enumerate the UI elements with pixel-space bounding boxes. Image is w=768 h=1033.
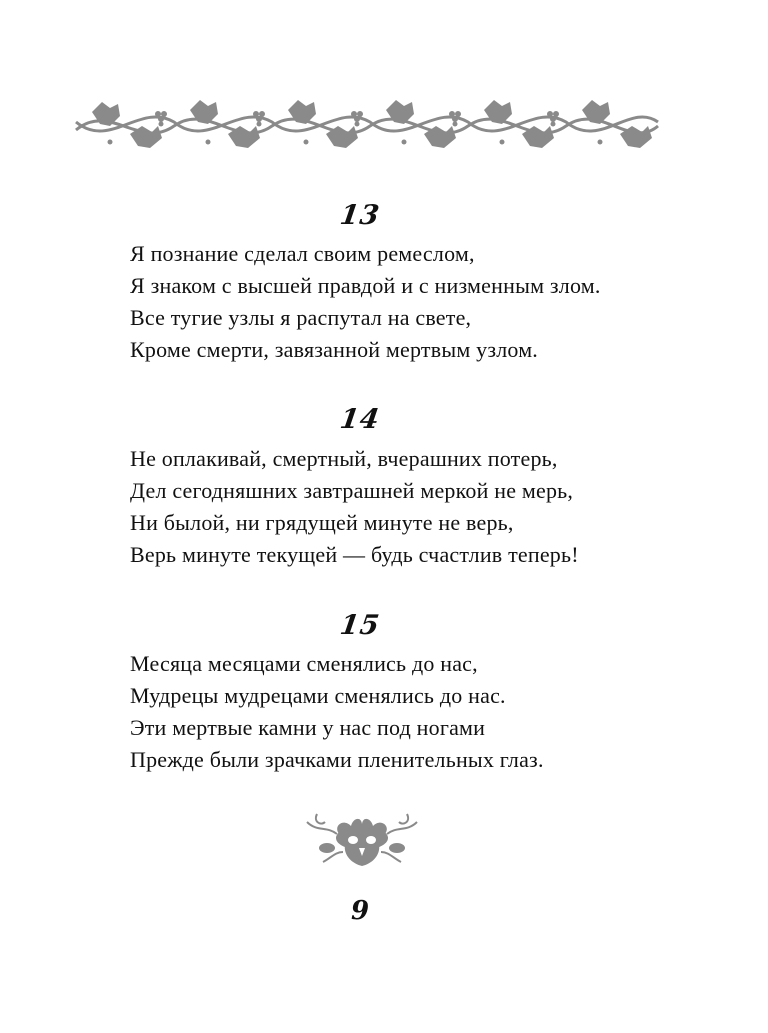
stanza bbox=[130, 443, 710, 571]
verse-line: Не оплакивай, смертный, вчерашних потерь, bbox=[130, 446, 558, 471]
verse-line: Эти мертвые камни у нас под ногами bbox=[130, 715, 486, 740]
verse-line: Прежде были зрачками пленительных глаз. bbox=[130, 747, 544, 772]
floral-flourish-icon bbox=[303, 808, 421, 874]
stanza bbox=[130, 648, 710, 776]
stanza bbox=[130, 238, 710, 366]
poem-number: 13 bbox=[338, 200, 382, 231]
verse-line: Все тугие узлы я распутал на свете, bbox=[130, 305, 472, 330]
poem-number: 15 bbox=[338, 610, 382, 641]
verse-line: Я познание сделал своим ремеслом, bbox=[130, 241, 475, 266]
poem-number: 14 bbox=[338, 404, 382, 435]
verse-line: Дел сегодняшних завтрашней меркой не мерь, bbox=[130, 478, 574, 503]
grapevine-border-icon bbox=[70, 92, 662, 156]
verse-line: Я знаком с высшей правдой и с низменным злом. bbox=[130, 273, 601, 298]
verse-line: Верь минуте текущей — будь счастлив теперь! bbox=[130, 542, 579, 567]
verse-line: Кроме смерти, завязанной мертвым узлом. bbox=[130, 337, 539, 362]
verse-line: Мудрецы мудрецами сменялись до нас. bbox=[130, 683, 506, 708]
page-number: 9 bbox=[350, 896, 370, 926]
verse-line: Ни былой, ни грядущей минуте не верь, bbox=[130, 510, 514, 535]
verse-line: Месяца месяцами сменялись до нас, bbox=[130, 651, 478, 676]
